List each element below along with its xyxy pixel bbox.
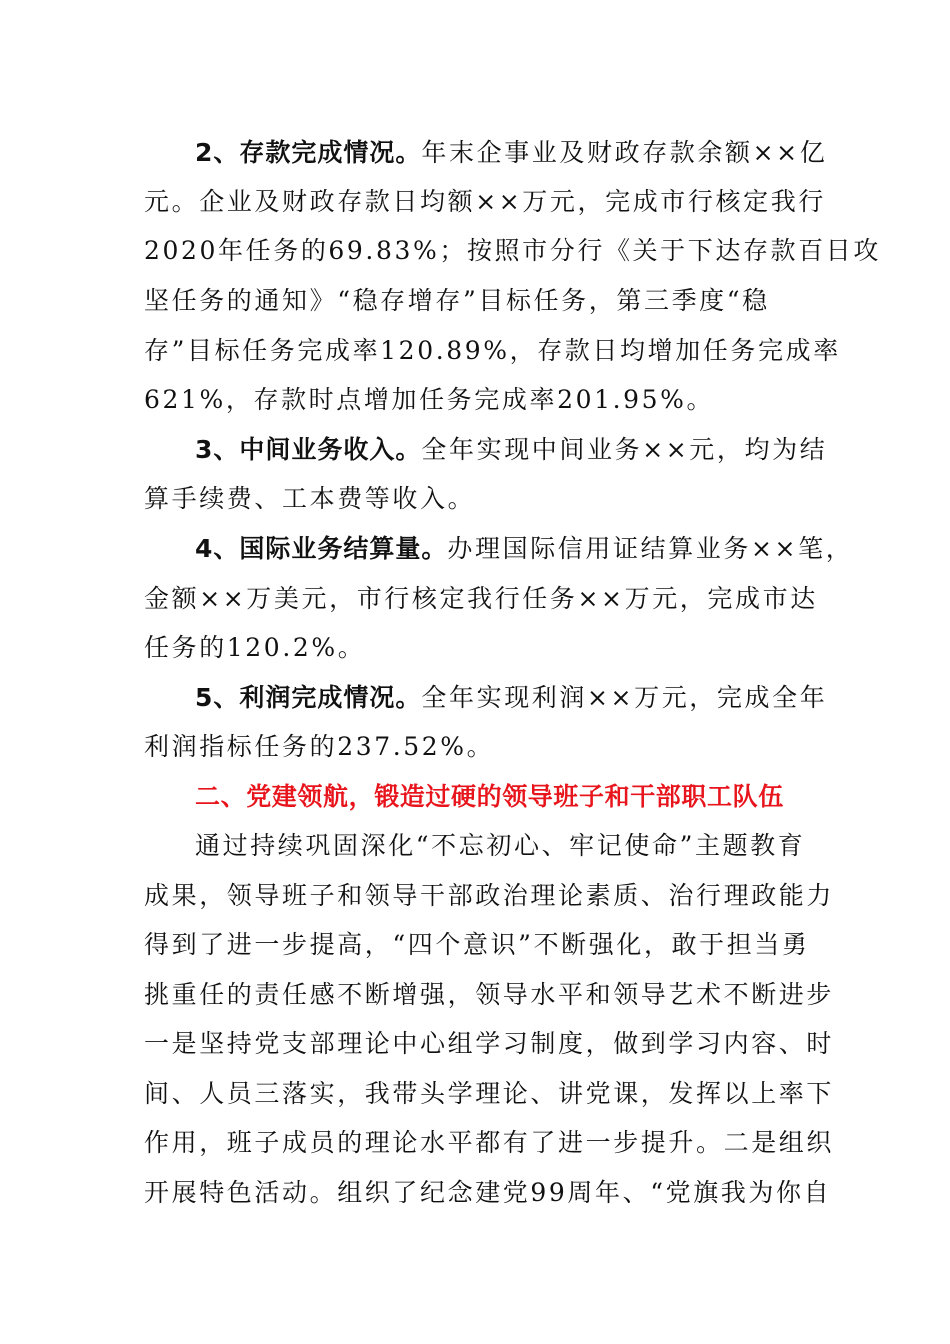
international-text-1: 办理国际信用证结算业务××笔， [447,534,854,563]
paragraph-intermediary-line-1 [195,425,875,475]
heading-profit: 5、利润完成情况。 [195,683,422,712]
heading-international: 4、国际业务结算量。 [195,534,448,563]
paragraph-party-line-3: 得到了进一步提高，“四个意识”不断强化，敢于担当勇 [144,930,810,959]
paragraph-deposit-line-3: 2020年任务的69.83%；按照市分行《关于下达存款百日攻 [144,236,881,265]
paragraph-party-line-5: 一是坚持党支部理论中心组学习制度，做到学习内容、时 [144,1029,835,1058]
paragraph-deposit-line-5: 存”目标任务完成率120.89%，存款日均增加任务完成率 [144,336,841,365]
profit-text-1: 全年实现利润××万元，完成全年 [421,683,828,712]
paragraph-intermediary-line-2: 算手续费、工本费等收入。 [144,484,476,513]
section-heading-party-building: 二、党建领航，锻造过硬的领导班子和干部职工队伍 [195,782,784,811]
paragraph-party-line-8: 开展特色活动。组织了纪念建党99周年、“党旗我为你自 [144,1178,832,1207]
paragraph-profit-line-2: 利润指标任务的237.52%。 [144,732,495,761]
paragraph-deposit-line-6: 621%，存款时点增加任务完成率201.95%。 [144,385,715,414]
heading-deposit: 2、存款完成情况。 [195,138,422,167]
heading-intermediary: 3、中间业务收入。 [195,435,422,464]
paragraph-party-line-2: 成果，领导班子和领导干部政治理论素质、治行理政能力 [144,881,835,910]
paragraph-international-line-1 [195,524,875,574]
paragraph-deposit-line-1 [195,128,875,178]
paragraph-party-line-1: 通过持续巩固深化“不忘初心、牢记使命”主题教育 [195,831,806,860]
paragraph-profit-line-1 [195,673,875,723]
paragraph-party-line-4: 挑重任的责任感不断增强，领导水平和领导艺术不断进步 [144,980,835,1009]
paragraph-international-line-3: 任务的120.2%。 [144,633,366,662]
paragraph-party-line-6: 间、人员三落实，我带头学理论、讲党课，发挥以上率下 [144,1079,835,1108]
paragraph-deposit-line-2: 元。企业及财政存款日均额××万元，完成市行核定我行 [144,187,826,216]
paragraph-international-line-2: 金额××万美元，市行核定我行任务××万元，完成市达 [144,584,818,613]
intermediary-text-1: 全年实现中间业务××元，均为结 [421,435,828,464]
paragraph-party-line-7: 作用，班子成员的理论水平都有了进一步提升。二是组织 [144,1128,835,1157]
deposit-text-1: 年末企事业及财政存款余额××亿 [421,138,828,167]
paragraph-deposit-line-4: 坚任务的通知》“稳存增存”目标任务，第三季度“稳 [144,286,770,315]
